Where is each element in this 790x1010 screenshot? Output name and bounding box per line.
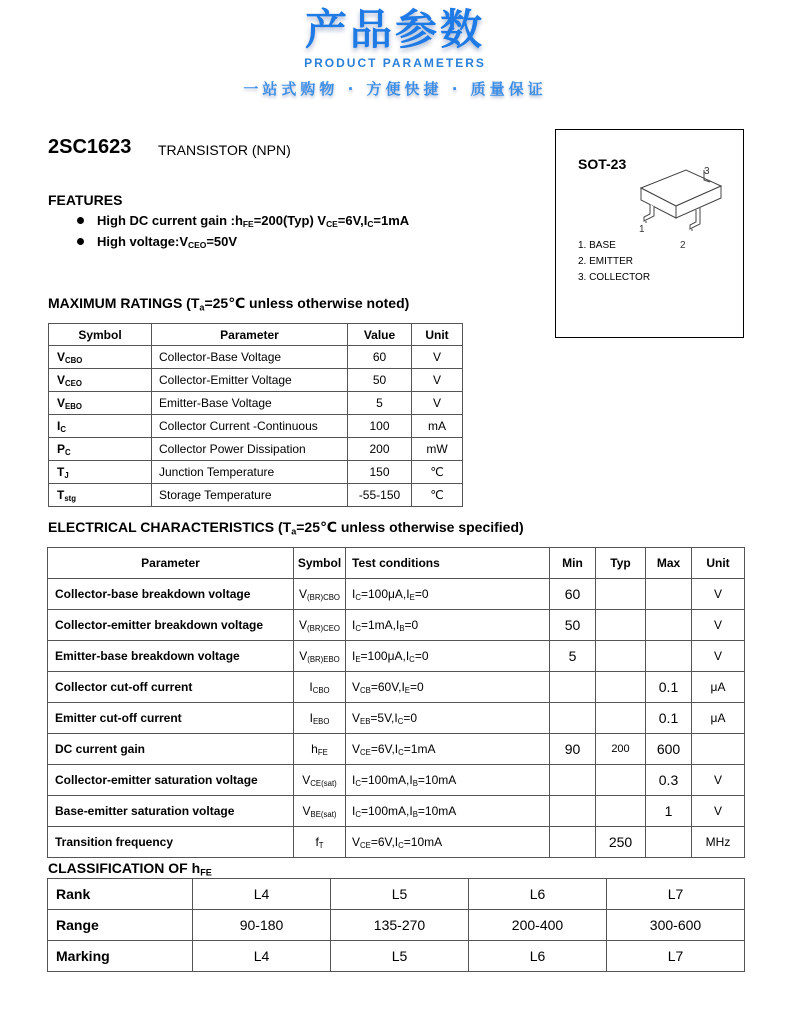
symbol-cell: $V_{(BR)CBO}$ [294,579,346,610]
test-condition-cell: $I_C=100mA,I_B=10mA$ [346,796,550,827]
typ-cell [596,672,646,703]
unit-cell: V [412,369,463,392]
column-header: Value [348,324,412,346]
table-row [49,438,463,461]
unit-cell: V [412,392,463,415]
symbol-cell: $V_{(BR)CEO}$ [294,610,346,641]
max-ratings-table [48,323,463,507]
min-cell: 90 [550,734,596,765]
min-cell: 50 [550,610,596,641]
unit-cell: mW [412,438,463,461]
table-row [49,369,463,392]
value-cell: 60 [348,346,412,369]
electrical-heading: ELECTRICAL CHARACTERISTICS ($T_a=25℃$ unless otherwise specified) [48,519,524,537]
table-row [49,484,463,507]
table-header-row [48,548,745,579]
symbol-cell: $I_{CBO}$ [294,672,346,703]
symbol-cell: $V_{CEO}$ [49,369,152,392]
max-cell [646,579,692,610]
parameter-cell: DC current gain [48,734,294,765]
test-condition-cell: $V_{CE}=6V,I_C=1mA$ [346,734,550,765]
unit-cell: V [412,346,463,369]
table-row [48,765,745,796]
parameter-cell: Collector-emitter saturation voltage [48,765,294,796]
min-cell [550,672,596,703]
class-cell: L7 [607,879,745,910]
symbol-cell: $P_C$ [49,438,152,461]
typ-cell: 250 [596,827,646,858]
test-condition-cell: $V_{CE}=6V,I_C=10mA$ [346,827,550,858]
column-header: Unit [412,324,463,346]
table-row [48,610,745,641]
pin-number-3: 3 [704,166,710,177]
max-cell: 1 [646,796,692,827]
unit-cell: MHz [692,827,745,858]
min-cell [550,827,596,858]
symbol-cell: $I_{EBO}$ [294,703,346,734]
symbol-cell: $V_{(BR)EBO}$ [294,641,346,672]
parameter-cell: Storage Temperature [152,484,348,507]
table-row [48,827,745,858]
class-cell: 90-180 [193,910,331,941]
bullet-icon [77,217,84,224]
test-condition-cell: $I_C=100\mu A,I_E=0$ [346,579,550,610]
value-cell: 5 [348,392,412,415]
parameter-cell: Transition frequency [48,827,294,858]
test-condition-cell: $V_{CB}=60V,I_E=0$ [346,672,550,703]
table-row [48,941,745,972]
min-cell [550,765,596,796]
unit-cell: V [692,579,745,610]
unit-cell: ℃ [412,461,463,484]
column-header: Symbol [49,324,152,346]
table-row [49,346,463,369]
page-title: 产品参数 [304,5,485,54]
parameter-cell: Base-emitter saturation voltage [48,796,294,827]
slogan: 一站式购物 · 方便快捷 · 质量保证 [243,80,547,98]
pin-label: 1. BASE [578,240,616,251]
class-cell: 135-270 [331,910,469,941]
parameter-cell: Collector-Emitter Voltage [152,369,348,392]
max-cell: 0.1 [646,703,692,734]
typ-cell [596,703,646,734]
max-cell: 600 [646,734,692,765]
max-cell: 0.3 [646,765,692,796]
table-row [48,641,745,672]
value-cell: 50 [348,369,412,392]
value-cell: 100 [348,415,412,438]
max-ratings-heading: MAXIMUM RATINGS ($T_a=25℃$ unless otherwise noted) [48,295,410,313]
row-label: Range [48,910,193,941]
class-cell: L7 [607,941,745,972]
unit-cell: μA [692,672,745,703]
column-header: Parameter [48,548,294,579]
parameter-cell: Emitter-base breakdown voltage [48,641,294,672]
table-header-row [49,324,463,346]
test-condition-cell: $I_C=1mA,I_B=0$ [346,610,550,641]
class-cell: L6 [469,941,607,972]
part-type: TRANSISTOR (NPN) [158,142,291,158]
typ-cell: 200 [596,734,646,765]
part-number: 2SC1623 [48,136,132,158]
feature-item: High $voltage:V_{CEO}=50V$ [77,234,237,249]
value-cell: 200 [348,438,412,461]
symbol-cell: $V_{CBO}$ [49,346,152,369]
typ-cell [596,579,646,610]
symbol-cell: $T_{stg}$ [49,484,152,507]
package-box [555,129,744,338]
parameter-cell: Emitter cut-off current [48,703,294,734]
symbol-cell: $I_C$ [49,415,152,438]
bullet-icon [77,238,84,245]
table-row [48,579,745,610]
class-cell: L4 [193,879,331,910]
class-cell: L6 [469,879,607,910]
max-cell [646,610,692,641]
table-row [48,910,745,941]
parameter-cell: Junction Temperature [152,461,348,484]
unit-cell: μA [692,703,745,734]
unit-cell [692,734,745,765]
table-row [49,392,463,415]
typ-cell [596,796,646,827]
class-cell: 300-600 [607,910,745,941]
typ-cell [596,641,646,672]
unit-cell: mA [412,415,463,438]
symbol-cell: $f_T$ [294,827,346,858]
value-cell: 150 [348,461,412,484]
column-header: Unit [692,548,745,579]
parameter-cell: Collector cut-off current [48,672,294,703]
parameter-cell: Collector Current -Continuous [152,415,348,438]
unit-cell: V [692,765,745,796]
typ-cell [596,765,646,796]
parameter-cell: Collector-Base Voltage [152,346,348,369]
column-header: Parameter [152,324,348,346]
symbol-cell: $V_{EBO}$ [49,392,152,415]
symbol-cell: $V_{CE(sat)}$ [294,765,346,796]
test-condition-cell: $I_E=100\mu A,I_C=0$ [346,641,550,672]
max-cell: 0.1 [646,672,692,703]
parameter-cell: Emitter-Base Voltage [152,392,348,415]
unit-cell: ℃ [412,484,463,507]
test-condition-cell: $I_C=100mA,I_B=10mA$ [346,765,550,796]
pin-number-1: 1 [639,224,645,235]
value-cell: -55-150 [348,484,412,507]
min-cell [550,796,596,827]
column-header: Test conditions [346,548,550,579]
test-condition-cell: $V_{EB}=5V,I_C=0$ [346,703,550,734]
unit-cell: V [692,641,745,672]
row-label: Marking [48,941,193,972]
class-cell: L5 [331,941,469,972]
classification-table [47,878,745,972]
unit-cell: V [692,610,745,641]
table-row [48,796,745,827]
row-label: Rank [48,879,193,910]
class-cell: L4 [193,941,331,972]
table-row [49,415,463,438]
pin-label: 3. COLLECTOR [578,272,651,283]
symbol-cell: $T_J$ [49,461,152,484]
symbol-cell: $h_{FE}$ [294,734,346,765]
table-row [48,734,745,765]
sot23-package-icon [636,160,726,250]
table-row [48,672,745,703]
min-cell: 5 [550,641,596,672]
pin-number-2: 2 [680,240,686,250]
column-header: Max [646,548,692,579]
page-subtitle: PRODUCT PARAMETERS [304,56,486,70]
parameter-cell: Collector Power Dissipation [152,438,348,461]
table-row [49,461,463,484]
features-heading: FEATURES [48,192,123,208]
table-row [48,703,745,734]
parameter-cell: Collector-base breakdown voltage [48,579,294,610]
package-name: SOT-23 [578,156,627,172]
class-cell: 200-400 [469,910,607,941]
symbol-cell: $V_{BE(sat)}$ [294,796,346,827]
classification-heading: CLASSIFICATION OF $h_{FE}$ [48,860,212,878]
electrical-table [47,547,745,858]
unit-cell: V [692,796,745,827]
max-cell [646,827,692,858]
column-header: Typ [596,548,646,579]
class-cell: L5 [331,879,469,910]
column-header: Min [550,548,596,579]
parameter-cell: Collector-emitter breakdown voltage [48,610,294,641]
max-cell [646,641,692,672]
table-row [48,879,745,910]
typ-cell [596,610,646,641]
feature-item: High DC current gain $:h_{FE}=200(Typ)$ $V_{CE}=6V,I_C=1mA$ [77,213,409,228]
column-header: Symbol [294,548,346,579]
min-cell [550,703,596,734]
pin-label: 2. EMITTER [578,256,634,267]
min-cell: 60 [550,579,596,610]
